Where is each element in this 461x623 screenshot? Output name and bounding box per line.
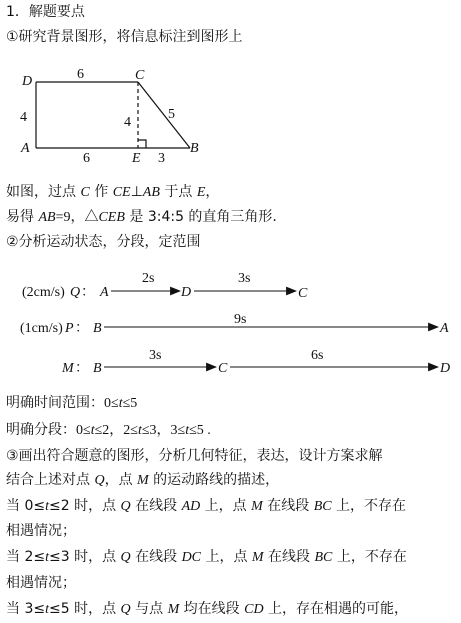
q-variable: Q <box>70 285 81 300</box>
m-time-segment-2: 6s <box>311 348 324 363</box>
time-range-line: 明确时间范围：0≤t≤5 <box>6 395 138 411</box>
ae-length-label: 6 <box>83 151 90 164</box>
dc-length-label: 6 <box>77 67 84 82</box>
m-start-point: B <box>93 361 102 376</box>
analysis-case-1: 当 0≤t≤2 时，点 Q 在线段 AD 上，点 M 在线段 BC 上，不存在 <box>6 498 407 514</box>
q-speed-label: (2cm/s) <box>22 285 65 300</box>
analysis-case-1-cont: 相遇情况； <box>6 523 76 539</box>
q-mid-point: D <box>181 285 192 300</box>
vertex-c-label: C <box>135 68 145 83</box>
step-2-heading: ②分析运动状态，分段，定范围 <box>6 234 201 250</box>
step-1-heading: ①研究背景图形，将信息标注到图形上 <box>6 29 243 45</box>
analysis-case-3: 当 3≤t≤5 时，点 Q 与点 M 均在线段 CD 上，存在相遇的可能， <box>6 601 409 617</box>
p-variable: P <box>65 321 74 336</box>
q-end-point: C <box>298 286 308 301</box>
p-time-segment: 9s <box>234 312 247 327</box>
cb-length-label: 5 <box>168 107 175 122</box>
analysis-line-2: 结合上述对点 Q，点 M 的运动路线的描述， <box>6 472 280 488</box>
q-start-point: A <box>100 285 109 300</box>
p-end-point: A <box>440 321 449 336</box>
step-3-heading: ③画出符合题意的图形，分析几何特征，表达，设计方案求解 <box>6 448 383 464</box>
section-title: 1．解题要点 <box>6 4 85 20</box>
m-mid-point: C <box>218 361 228 376</box>
paragraph-perpendicular: 如图，过点 C 作 CE⊥AB 于点 E， <box>6 184 220 200</box>
q-time-segment-2: 3s <box>238 271 251 286</box>
q-colon: ： <box>81 285 95 300</box>
vertex-a-label: A <box>21 141 30 156</box>
p-colon: ： <box>75 321 89 336</box>
m-end-point: D <box>440 361 451 376</box>
segments-line: 明确分段：0≤t≤2，2≤t≤3，3≤t≤5 . <box>6 422 211 438</box>
motion-diagram <box>0 262 461 382</box>
p-start-point: B <box>93 321 102 336</box>
p-speed-label: (1cm/s) <box>20 321 63 336</box>
ad-length-label: 4 <box>20 110 27 125</box>
vertex-e-label: E <box>132 151 141 164</box>
m-variable: M <box>62 361 74 376</box>
vertex-d-label: D <box>22 74 33 89</box>
vertex-b-label: B <box>190 141 199 156</box>
m-colon: ： <box>75 361 89 376</box>
m-time-segment-1: 3s <box>149 348 162 363</box>
analysis-case-2: 当 2≤t≤3 时，点 Q 在线段 DC 上，点 M 在线段 BC 上，不存在 <box>6 549 407 565</box>
paragraph-right-triangle: 易得 AB=9，△CEB 是 3:4:5 的直角三角形. <box>6 209 277 225</box>
ce-length-label: 4 <box>124 115 131 130</box>
analysis-case-2-cont: 相遇情况； <box>6 575 76 591</box>
trapezoid-figure <box>10 64 230 164</box>
eb-length-label: 3 <box>158 151 165 164</box>
q-time-segment-1: 2s <box>142 271 155 286</box>
